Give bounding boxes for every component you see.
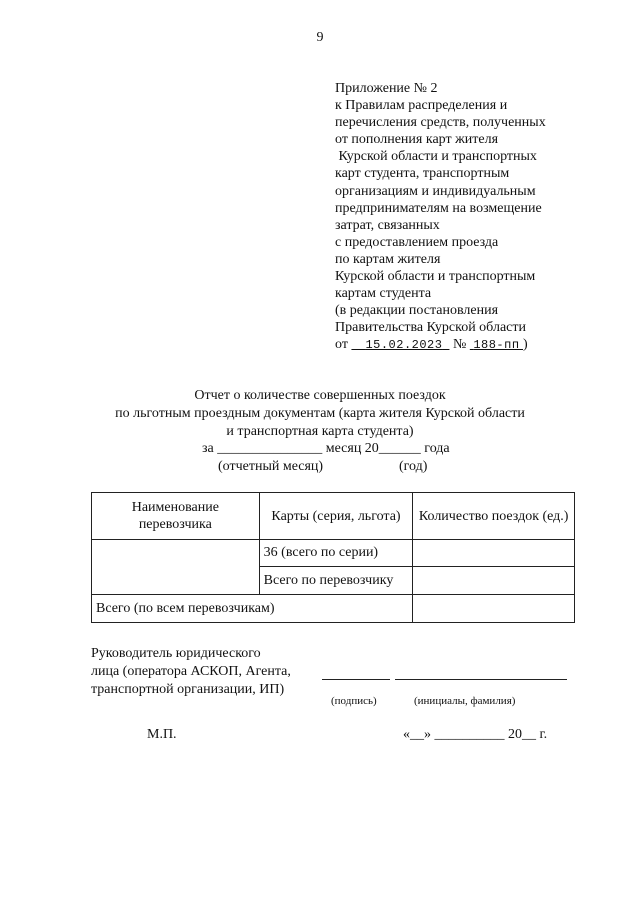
appendix-line: к Правилам распределения и: [335, 98, 508, 114]
all-total-cell: Всего (по всем перевозчикам): [92, 595, 413, 623]
appendix-line: Курской области и транспортных: [335, 149, 537, 165]
resolution-date: 15.02.2023: [365, 338, 443, 353]
resolution-date-field: [351, 337, 449, 352]
table-row: [92, 595, 575, 623]
carrier-name-cell[interactable]: [92, 540, 260, 595]
appendix-line: с предоставлением проезда: [335, 234, 499, 250]
table-header-row: [92, 493, 575, 540]
appendix-line: (в редакции постановления: [335, 303, 499, 319]
carrier-total-cell: Всего по перевозчику: [259, 567, 413, 595]
month-caption: (отчетный месяц): [218, 459, 324, 474]
appendix-line: по картам жителя: [335, 251, 441, 267]
header-carrier: Наименование перевозчика: [92, 493, 260, 540]
signatory-line: транспортной организации, ИП): [91, 682, 285, 697]
date-line: «__» __________ 20__ г.: [403, 727, 548, 742]
resolution-number: 188-пп: [473, 338, 520, 353]
appendix-line: Курской области и транспортным: [335, 269, 536, 285]
series-trips-cell[interactable]: [413, 540, 575, 567]
close-paren: ): [523, 337, 528, 353]
appendix-line: Правительства Курской области: [335, 320, 526, 336]
title-line: Отчет о количестве совершенных поездок: [194, 388, 446, 403]
all-total-trips-cell[interactable]: [413, 595, 575, 623]
title-line: и транспортная карта студента): [226, 424, 414, 439]
page-number: 9: [316, 30, 324, 45]
title-line: по льготным проездным документам (карта жителя Курской области: [115, 406, 525, 421]
name-caption: (инициалы, фамилия): [414, 695, 516, 707]
header-cards: Карты (серия, льгота): [259, 493, 413, 540]
appendix-line: Приложение № 2: [335, 81, 438, 96]
name-line[interactable]: [395, 679, 567, 680]
carrier-total-trips-cell[interactable]: [413, 567, 575, 595]
appendix-line: предпринимателям на возмещение: [335, 200, 542, 216]
from-label: от: [335, 337, 348, 353]
table-row: [92, 540, 575, 567]
sign-caption: (подпись): [331, 695, 377, 707]
report-title: [0, 387, 640, 441]
appendix-line: перечисления средств, полученных: [335, 115, 546, 131]
period-line: за _______________ месяц 20______ года: [202, 441, 450, 456]
appendix-line: от пополнения карт жителя: [335, 132, 499, 148]
appendix-line: организациям и индивидуальным: [335, 183, 536, 199]
series-cell: 36 (всего по серии): [259, 540, 413, 567]
seal-label: М.П.: [147, 727, 177, 742]
appendix-line: затрат, связанных: [335, 217, 440, 233]
appendix-block: [335, 80, 575, 355]
signatory-line: Руководитель юридического: [91, 646, 261, 661]
signatory-line: лица (оператора АСКОП, Агента,: [91, 664, 291, 679]
appendix-line: карт студента, транспортным: [335, 166, 510, 182]
appendix-line: картам студента: [335, 286, 432, 302]
year-caption: (год): [399, 459, 428, 474]
signature-line[interactable]: [322, 679, 390, 680]
header-trips: Количество поездок (ед.): [413, 493, 575, 540]
signatory-block: [91, 645, 291, 699]
number-label: №: [452, 337, 467, 353]
resolution-ref-line: [335, 336, 575, 354]
resolution-number-field: [470, 337, 523, 352]
report-table: [91, 492, 575, 623]
